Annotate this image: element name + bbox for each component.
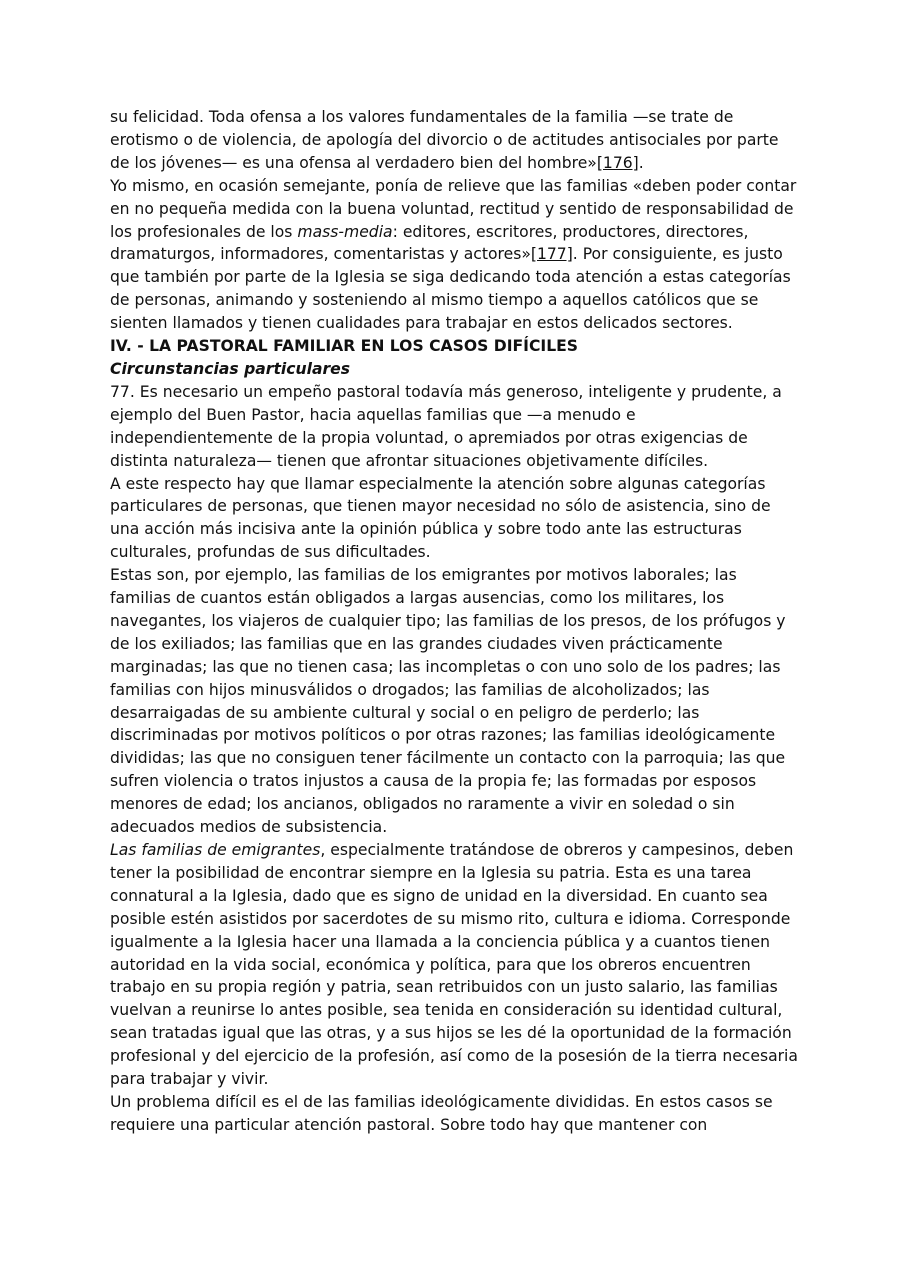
italic-term: Las familias de emigrantes — [110, 841, 321, 859]
paragraph-categorias: A este respecto hay que llamar especialmente la atención sobre algunas categorías particulares de personas, que tienen mayor necesidad no sólo de asistencia, sino de una acción más incisiva ante la opinión pública y sobre todo ante las estructuras culturales, profundas de sus dificultades. — [110, 474, 771, 562]
paragraph-text: , especialmente tratándose de obreros y campesinos, deben tener la posibilidad de encontrar siempre en la Iglesia su patria. Esta es una tarea connatural a la Iglesia, dado que es signo de unidad en la diversidad. En cuanto sea posible estén asistidos por sacerdotes de su mismo rito, cultura e idioma. Corresponde igualmente a la Iglesia hacer una llamada a la conciencia pública y a cuantos tienen autoridad en la vida social, económica y política, para que los obreros encuentren trabajo en su propia región y patria, sean retribuidos con un justo salario, las familias vuelvan a reunirse lo antes posible, sea tenida en consideración su identidad cultural, sean tratadas igual que las otras, y a sus hijos se les dé la oportunidad de la formación profesional y del ejercicio de la profesión, así como de la posesión de la tierra necesaria para trabajar y vivir. — [110, 841, 798, 1089]
paragraph-text: : editores, escritores, productores, directores, dramaturgos, informadores, comentaristas y actores» — [110, 222, 749, 264]
paragraph-text: su felicidad. Toda ofensa a los valores fundamentales de la familia —se trate de erotismo o de violencia, de apología del divorcio o de actitudes antisociales por parte de los jóvenes— es una ofensa al verdadero bien del hombre» — [110, 108, 779, 172]
section-subheading: Circunstancias particulares — [110, 359, 351, 378]
italic-term: mass-media — [297, 222, 393, 241]
paragraph-mass-media — [110, 175, 800, 335]
paragraph-divididas: Un problema difícil es el de las familias ideológicamente divididas. En estos casos se requiere una particular atención pastoral. Sobre todo hay que mantener con — [110, 1092, 773, 1134]
paragraph-ejemplos: Estas son, por ejemplo, las familias de los emigrantes por motivos laborales; las familias de cuantos están obligados a largas ausencias, como los militares, los navegantes, los viajeros de cualquier tipo; las familias de los presos, de los prófugos y de los exiliados; las familias que en las grandes ciudades viven prácticamente marginadas; las que no tienen casa; las incompletas o con uno solo de los padres; las familias con hijos minusválidos o drogados; las familias de alcoholizados; las desarraigadas de su ambiente cultural y social o en peligro de perderlo; las discriminadas por motivos políticos o por otras razones; las familias ideológicamente divididas; las que no consiguen tener fácilmente un contacto con la parroquia; las que sufren violencia o tratos injustos a causa de la propia fe; las formadas por esposos menores de edad; los ancianos, obligados no raramente a vivir en soledad o sin adecuados medios de subsistencia. — [110, 566, 786, 837]
paragraph-text: . Por consiguiente, es justo que también por parte de la Iglesia se siga dedicando toda atención a estas categorías de personas, animando y sosteniendo al mismo tiempo a aquellos católicos que se sienten llamados y tienen cualidades para trabajar en estos delicados sectores. — [110, 245, 791, 333]
footnote-link-176[interactable]: [176] — [596, 153, 639, 172]
paragraph-text: Yo mismo, en ocasión semejante, ponía de relieve que las familias «deben poder contar en no pequeña medida con la buena voluntad, rectitud y sentido de responsabilidad de los profesionales de los — [110, 176, 797, 241]
document-page — [110, 106, 800, 1137]
paragraph-emigrantes — [110, 839, 800, 1091]
footnote-link-177[interactable]: [177] — [530, 245, 573, 264]
paragraph-77: 77. Es necesario un empeño pastoral todavía más generoso, inteligente y prudente, a ejemplo del Buen Pastor, hacia aquellas familias que —a menudo e independientemente de la propia voluntad, o apremiados por otras exigencias de distinta naturaleza— tienen que afrontar situaciones objetivamente difíciles. — [110, 382, 782, 470]
paragraph-felicidad — [110, 106, 800, 175]
paragraph-text-end: . — [638, 153, 644, 172]
section-heading: IV. - LA PASTORAL FAMILIAR EN LOS CASOS DIFÍCILES — [110, 337, 579, 356]
